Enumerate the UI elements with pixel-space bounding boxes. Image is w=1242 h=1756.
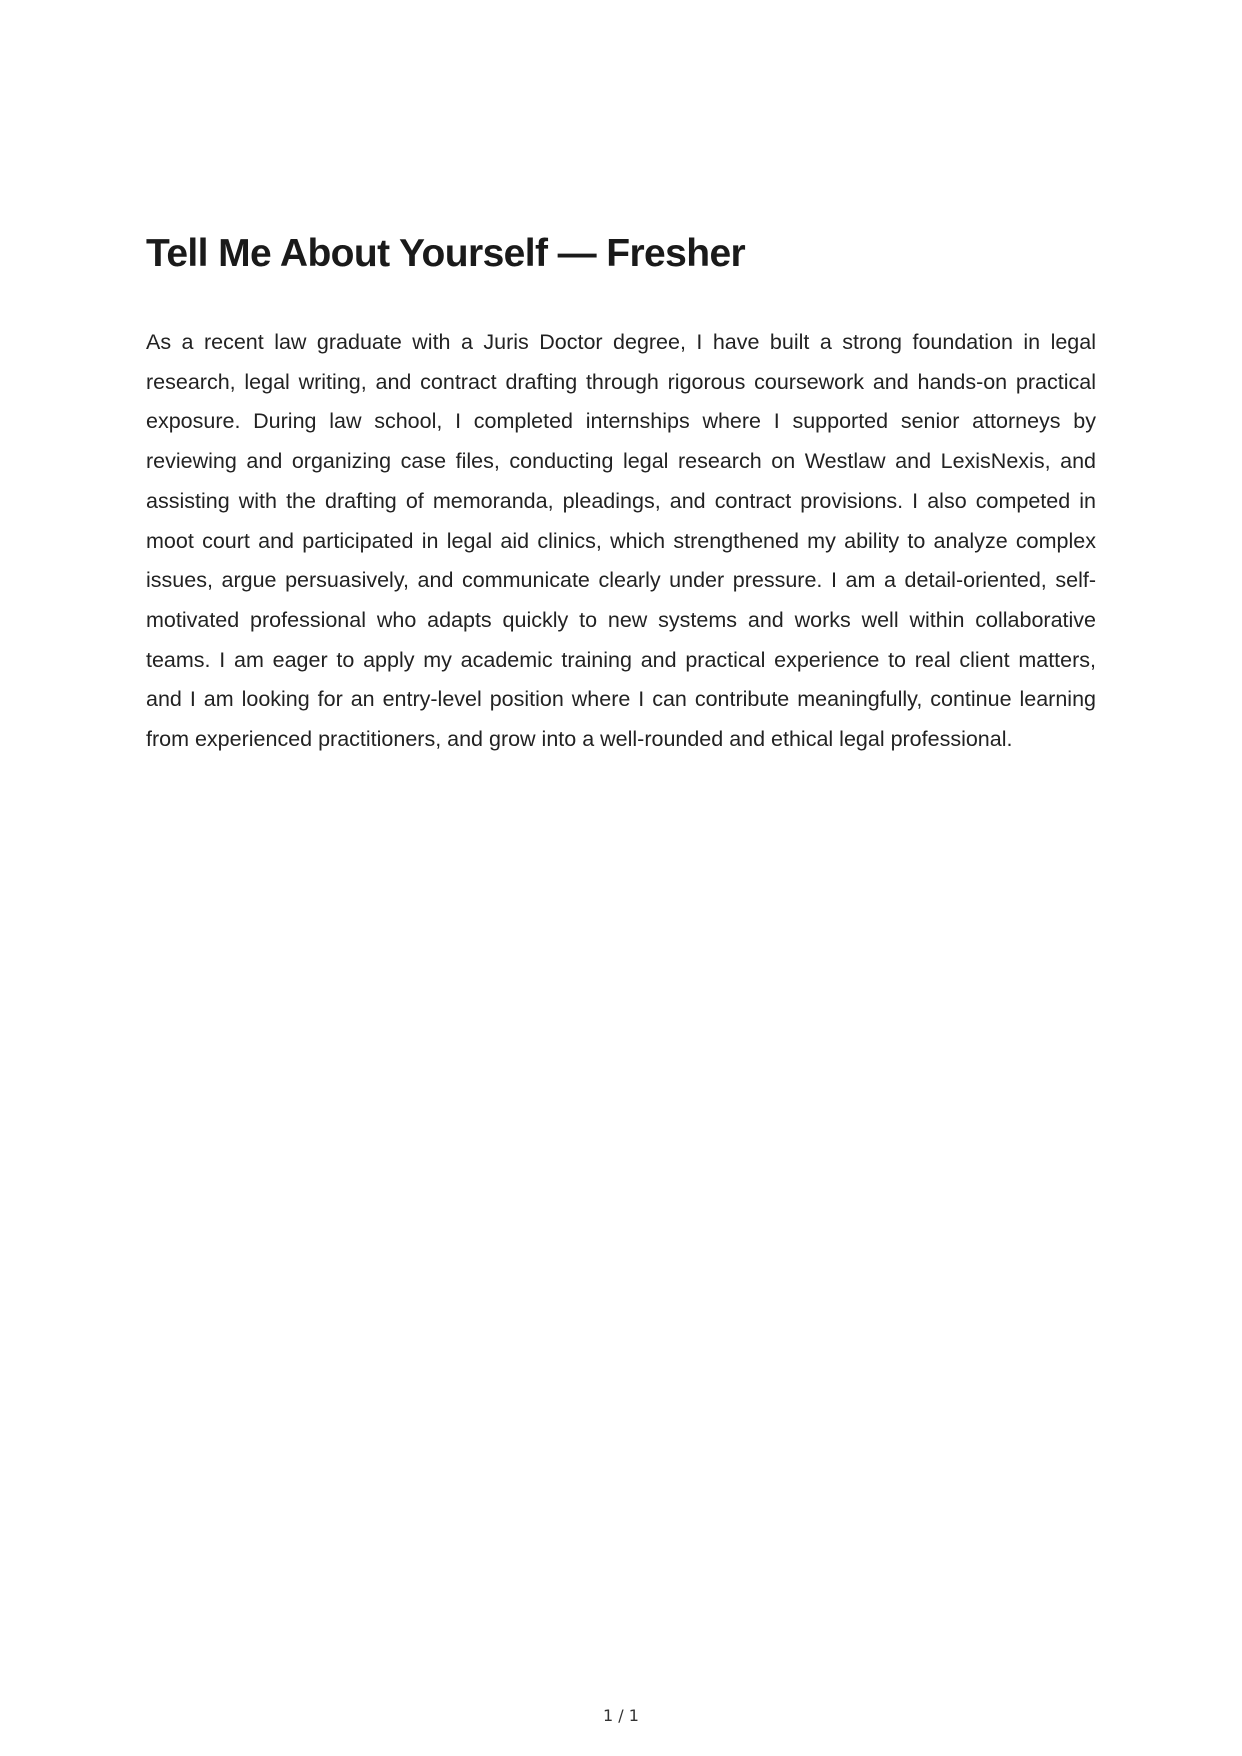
- body-paragraph: As a recent law graduate with a Juris Doctor degree, I have built a strong foundation in legal research, legal writing, and contract drafting through rigorous coursework and hands-on practical exposure. During law school, I completed internships where I supported senior attorneys by reviewing and organizing case files, conducting legal research on Westlaw and LexisNexis, and assisting with the drafting of memoranda, pleadings, and contract provisions. I also competed in moot court and participated in legal aid clinics, which strengthened my ability to analyze complex issues, argue persuasively, and communicate clearly under pressure. I am a detail-oriented, self-motivated professional who adapts quickly to new systems and works well within collaborative teams. I am eager to apply my academic training and practical experience to real client matters, and I am looking for an entry-level position where I can contribute meaningfully, continue learning from experienced practitioners, and grow into a well-rounded and ethical legal professional.: [146, 330, 1096, 752]
- page-title: Tell Me About Yourself — Fresher: [146, 232, 746, 275]
- page-number: 1 / 1: [603, 1706, 639, 1725]
